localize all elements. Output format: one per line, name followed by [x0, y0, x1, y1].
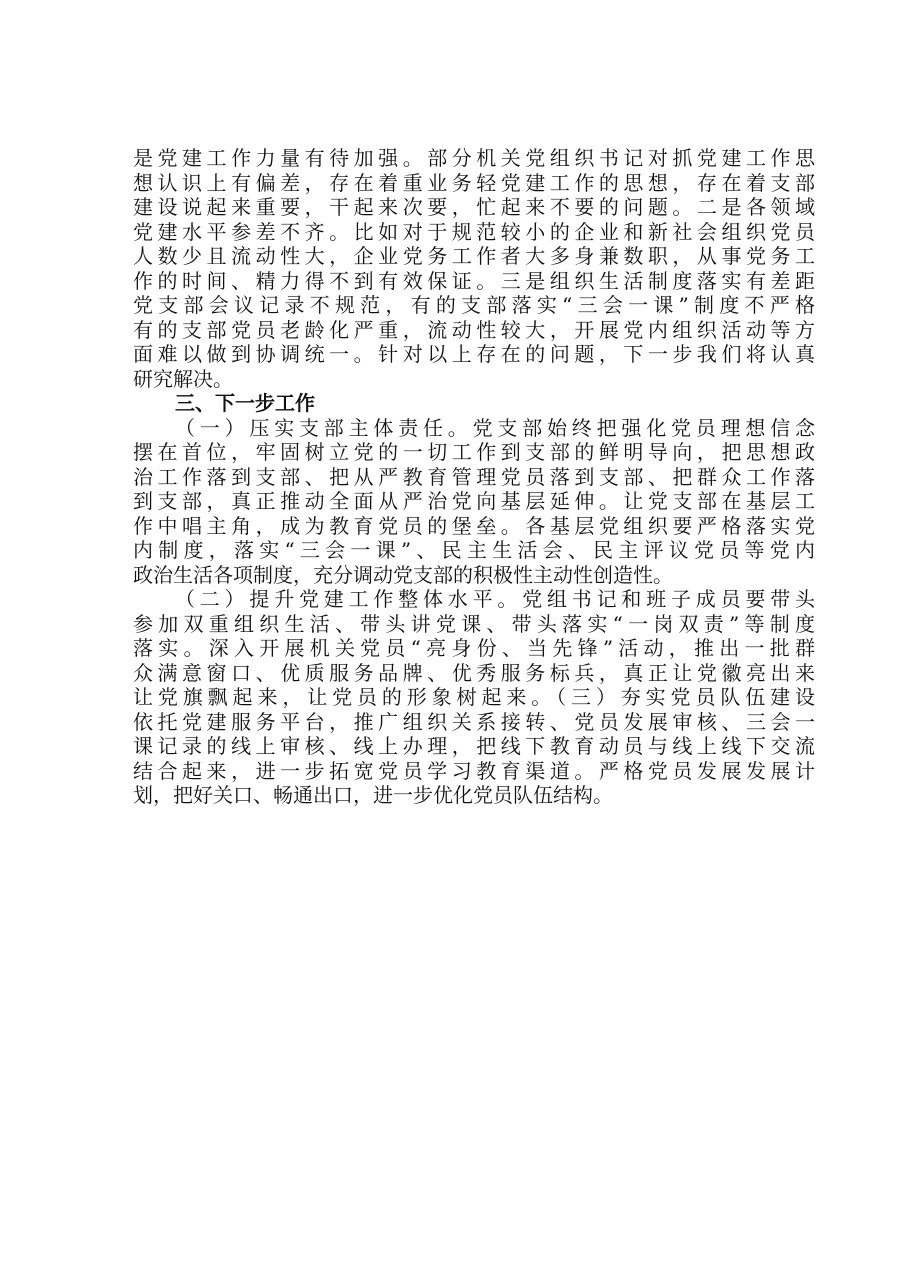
text-line: 内制度，落实“三会一课”、民主生活会、民主评议党员等党内	[133, 538, 815, 562]
text-line: 人数少且流动性大，企业党务工作者大多身兼数职，从事党务工	[133, 244, 815, 268]
document-page	[133, 146, 815, 808]
text-line: 是党建工作力量有待加强。部分机关党组织书记对抓党建工作思	[133, 146, 815, 170]
text-line: 作的时间、精力得不到有效保证。三是组织生活制度落实有差距	[133, 268, 815, 293]
text-line: 划，把好关口、畅通出口，进一步优化党员队伍结构。	[133, 783, 613, 807]
section-heading: 三、下一步工作	[175, 391, 315, 415]
text-line: 依托党建服务平台，推广组织关系接转、党员发展审核、三会一	[133, 709, 815, 734]
text-line: 治工作落到支部、把从严教育管理党员落到支部、把群众工作落	[133, 464, 815, 489]
text-line: 面难以做到协调统一。针对以上存在的问题，下一步我们将认真	[133, 342, 815, 366]
text-line: 众满意窗口、优质服务品牌、优秀服务标兵，真正让党徽亮出来	[133, 660, 815, 685]
text-line: 作中唱主角，成为教育党员的堡垒。各基层党组织要严格落实党	[133, 513, 815, 538]
text-line: （一）压实支部主体责任。党支部始终把强化党员理想信念	[175, 415, 815, 440]
text-line: 建设说起来重要，干起来次要，忙起来不要的问题。二是各领域	[133, 195, 815, 219]
text-line: （二）提升党建工作整体水平。党组书记和班子成员要带头	[175, 587, 815, 611]
text-line: 党支部会议记录不规范，有的支部落实“三会一课”制度不严格	[133, 293, 815, 317]
text-line: 结合起来，进一步拓宽党员学习教育渠道。严格党员发展发展计	[133, 758, 815, 783]
text-line: 让党旗飘起来，让党员的形象树起来。（三）夯实党员队伍建设	[133, 685, 815, 709]
text-line: 研究解决。	[133, 366, 233, 391]
text-line: 到支部，真正推动全面从严治党向基层延伸。让党支部在基层工	[133, 489, 815, 513]
section-two-tail	[133, 146, 815, 391]
text-line: 政治生活各项制度，充分调动党支部的积极性主动性创造性。	[133, 562, 673, 587]
paragraph-one	[133, 416, 815, 588]
text-line: 参加双重组织生活、带头讲党课、带头落实“一岗双责”等制度	[133, 611, 815, 636]
paragraph-two	[133, 587, 815, 808]
text-line: 落实。深入开展机关党员“亮身份、当先锋”活动，推出一批群	[133, 636, 815, 660]
text-line: 有的支部党员老龄化严重，流动性较大，开展党内组织活动等方	[133, 317, 815, 342]
text-line: 想认识上有偏差，存在着重业务轻党建工作的思想，存在着支部	[133, 170, 815, 195]
text-line: 党建水平参差不齐。比如对于规范较小的企业和新社会组织党员	[133, 219, 815, 244]
text-line: 课记录的线上审核、线上办理，把线下教育动员与线上线下交流	[133, 734, 815, 758]
text-line: 摆在首位，牢固树立党的一切工作到支部的鲜明导向，把思想政	[133, 440, 815, 464]
